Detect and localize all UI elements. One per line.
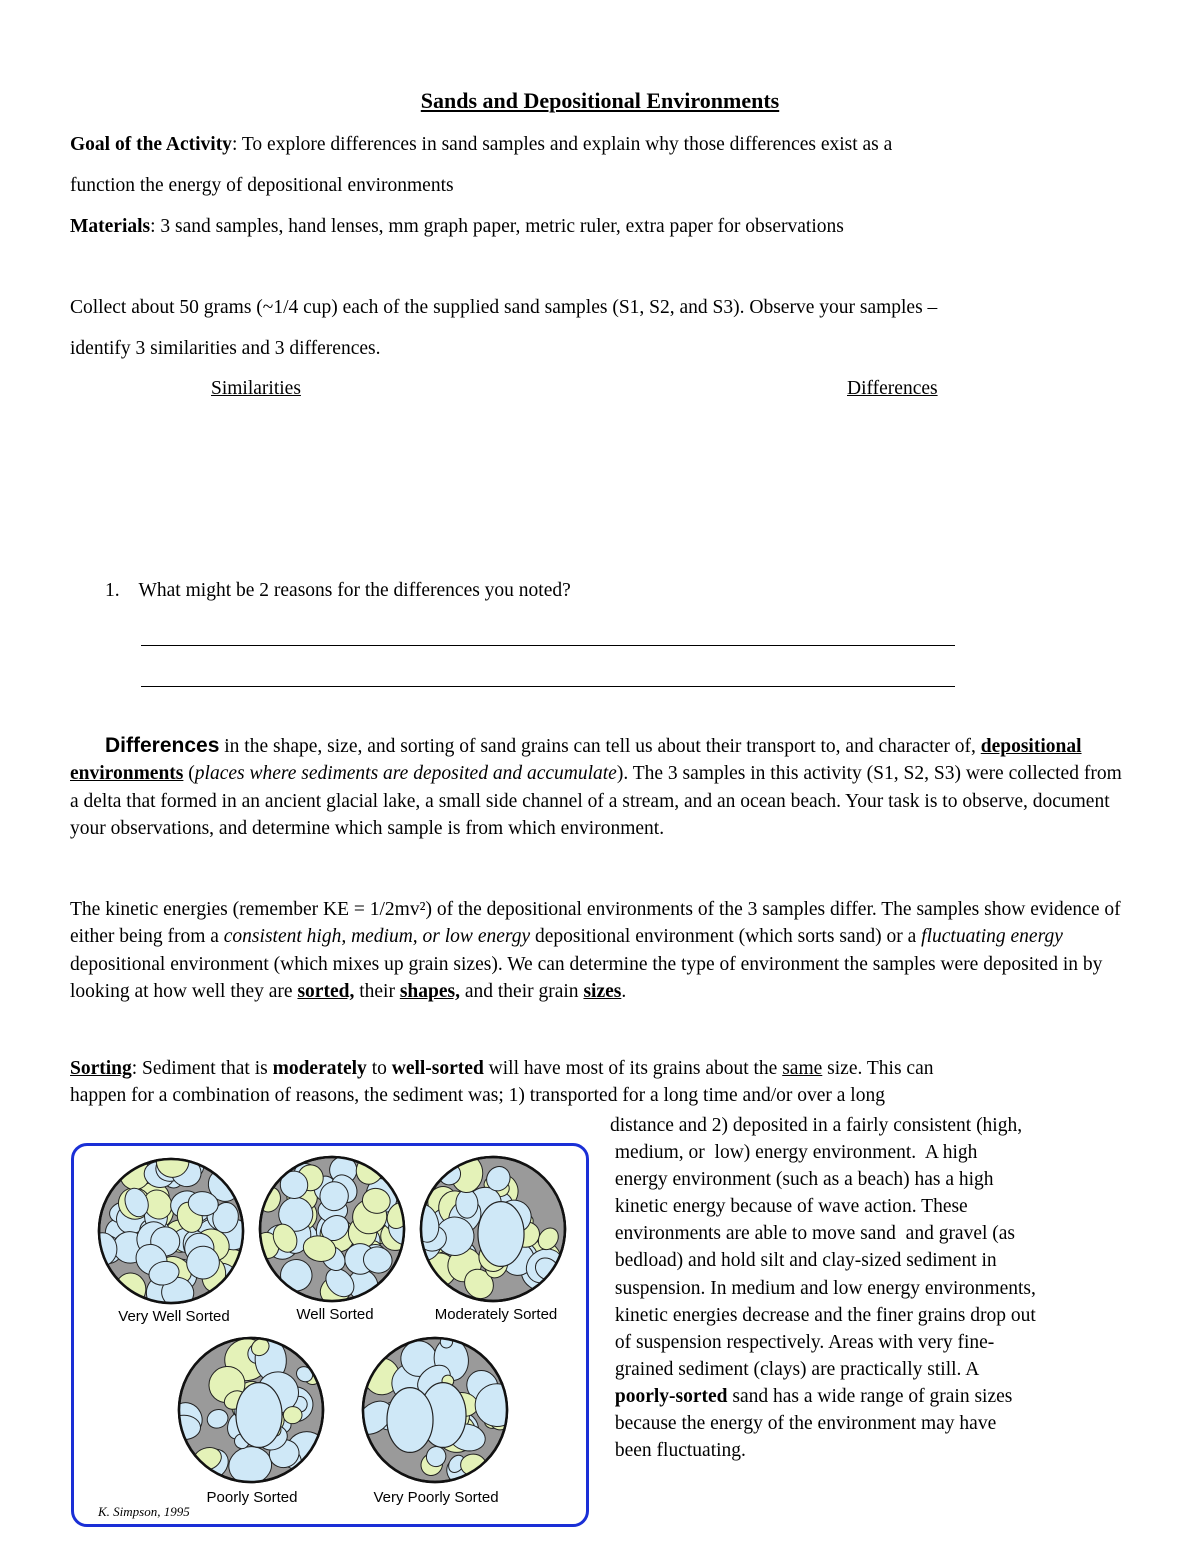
answer-line-2[interactable] (141, 686, 955, 687)
side-line: of suspension respectively. Areas with very fine- (610, 1331, 995, 1353)
sorting-text-2: to (366, 1058, 392, 1079)
kinetic-text-4: their (354, 980, 400, 1002)
side-line: medium, or low) energy environment. A high (610, 1142, 978, 1164)
sorting-text-4: size. This can (822, 1058, 934, 1079)
goal-label: Goal of the Activity (70, 134, 232, 155)
sorting-figure (71, 1143, 589, 1527)
page-title: Sands and Depositional Environments (420, 88, 780, 113)
side-line: grained sediment (clays) are practically still. A (610, 1358, 980, 1380)
side-line: environments are able to move sand and gravel (as (610, 1223, 1016, 1245)
side-line-poorly (610, 1383, 1130, 1410)
sorting-text-3: will have most of its grains about the (483, 1058, 783, 1079)
term-well-sorted: well-sorted (391, 1058, 484, 1079)
collect-line-2: identify 3 similarities and 3 differences. (70, 338, 381, 359)
term-poorly-sorted: poorly-sorted (614, 1385, 728, 1407)
side-line: energy environment (such as a beach) has a high (610, 1169, 994, 1191)
materials-line (70, 216, 844, 238)
label-very-well-sorted: Very Well Sorted (118, 1308, 230, 1325)
kinetic-text-3: depositional environment (which mixes up grain sizes). We can determine the type of environment the samples were deposited in by looking at how well they are (70, 953, 1103, 1002)
term-depositional-environments: depositional environments (70, 736, 1082, 785)
question-number: 1. (105, 580, 120, 601)
collect-line-1: Collect about 50 grams (~1/4 cup) each of the supplied sand samples (S1, S2, and S3). Observe your samples – (70, 297, 938, 318)
term-same: same (782, 1058, 823, 1079)
figure-credit: K. Simpson, 1995 (98, 1504, 190, 1519)
sorting-label: Sorting (70, 1058, 132, 1079)
question-text: What might be 2 reasons for the differences you noted? (138, 580, 571, 601)
definition-text: places where sediments are deposited and accumulate (194, 763, 617, 785)
differences-text-1: in the shape, size, and sorting of sand grains can tell us about their transport to, and character of, (219, 736, 981, 757)
side-line: been fluctuating. (610, 1440, 746, 1462)
goal-line-2: function the energy of depositional environments (70, 175, 454, 196)
kinetic-text-2: depositional environment (which sorts sand) or a (530, 926, 922, 948)
differences-lead: Differences (105, 734, 220, 757)
answer-line-1[interactable] (141, 645, 955, 646)
kinetic-text-6: . (621, 980, 627, 1002)
differences-text-2: ( (183, 763, 195, 785)
label-poorly-sorted: Poorly Sorted (206, 1489, 298, 1506)
kinetic-italic-2: fluctuating energy (921, 926, 1063, 948)
sorting-circle-0 (86, 1146, 254, 1315)
similarities-heading: Similarities (211, 378, 301, 399)
side-line: distance and 2) deposited in a fairly consistent (high, (610, 1115, 1023, 1136)
side-line: kinetic energy because of wave action. These (610, 1196, 968, 1218)
label-well-sorted: Well Sorted (296, 1306, 374, 1323)
kinetic-italic-1: consistent high, medium, or low energy (223, 926, 531, 948)
sorting-circle-1 (252, 1151, 423, 1310)
term-sorted: sorted, (297, 980, 355, 1002)
kinetic-paragraph (70, 896, 1132, 1005)
term-sizes: sizes (583, 980, 622, 1002)
materials-text: : 3 sand samples, hand lenses, mm graph paper, metric ruler, extra paper for observations (150, 216, 844, 237)
goal-text-1: : To explore differences in sand samples and explain why those differences exist as a (231, 134, 893, 155)
label-very-poorly-sorted: Very Poorly Sorted (373, 1489, 499, 1506)
label-moderately-sorted: Moderately Sorted (434, 1306, 558, 1323)
side-text (610, 1112, 1130, 1464)
kinetic-text-5: and their grain (459, 980, 584, 1002)
side-line: because the energy of the environment may have (610, 1413, 997, 1435)
side-line: suspension. In medium and low energy environments, (610, 1277, 1036, 1299)
sorting-circle-2 (405, 1154, 569, 1305)
sorting-circle-4 (351, 1334, 521, 1491)
differences-text-3: ). The 3 samples in this activity (S1, S2, S3) were collected from a delta that formed in an ancient glacial lake, a small side channel of a stream, and an ocean beach. Your task is to observe, document your observations, and determine which sample is from which environment. (70, 763, 1122, 839)
materials-label: Materials (70, 216, 151, 237)
sorting-circles-illustration (74, 1146, 586, 1524)
side-line: bedload) and hold silt and clay-sized sediment in (610, 1250, 997, 1272)
question-1 (105, 580, 571, 602)
kinetic-text-1: The kinetic energies (remember KE = 1/2mv²) of the depositional environments of the 3 samples differ. The samples show evidence of either being from a (70, 899, 1121, 948)
goal-line-1 (70, 134, 892, 156)
side-line: kinetic energies decrease and the finer grains drop out (610, 1304, 1036, 1326)
sorting-line-1 (70, 1058, 934, 1080)
term-shapes: shapes, (399, 980, 460, 1002)
sorting-line-2: happen for a combination of reasons, the sediment was; 1) transported for a long time and/or over a long (70, 1085, 885, 1106)
sorting-circle-3 (165, 1334, 332, 1487)
differences-heading: Differences (847, 378, 938, 399)
side-text-after-poorly: sand has a wide range of grain sizes (727, 1385, 1013, 1407)
term-moderately: moderately (272, 1058, 367, 1079)
differences-paragraph (70, 732, 1132, 842)
sorting-text-1: : Sediment that is (131, 1058, 273, 1079)
